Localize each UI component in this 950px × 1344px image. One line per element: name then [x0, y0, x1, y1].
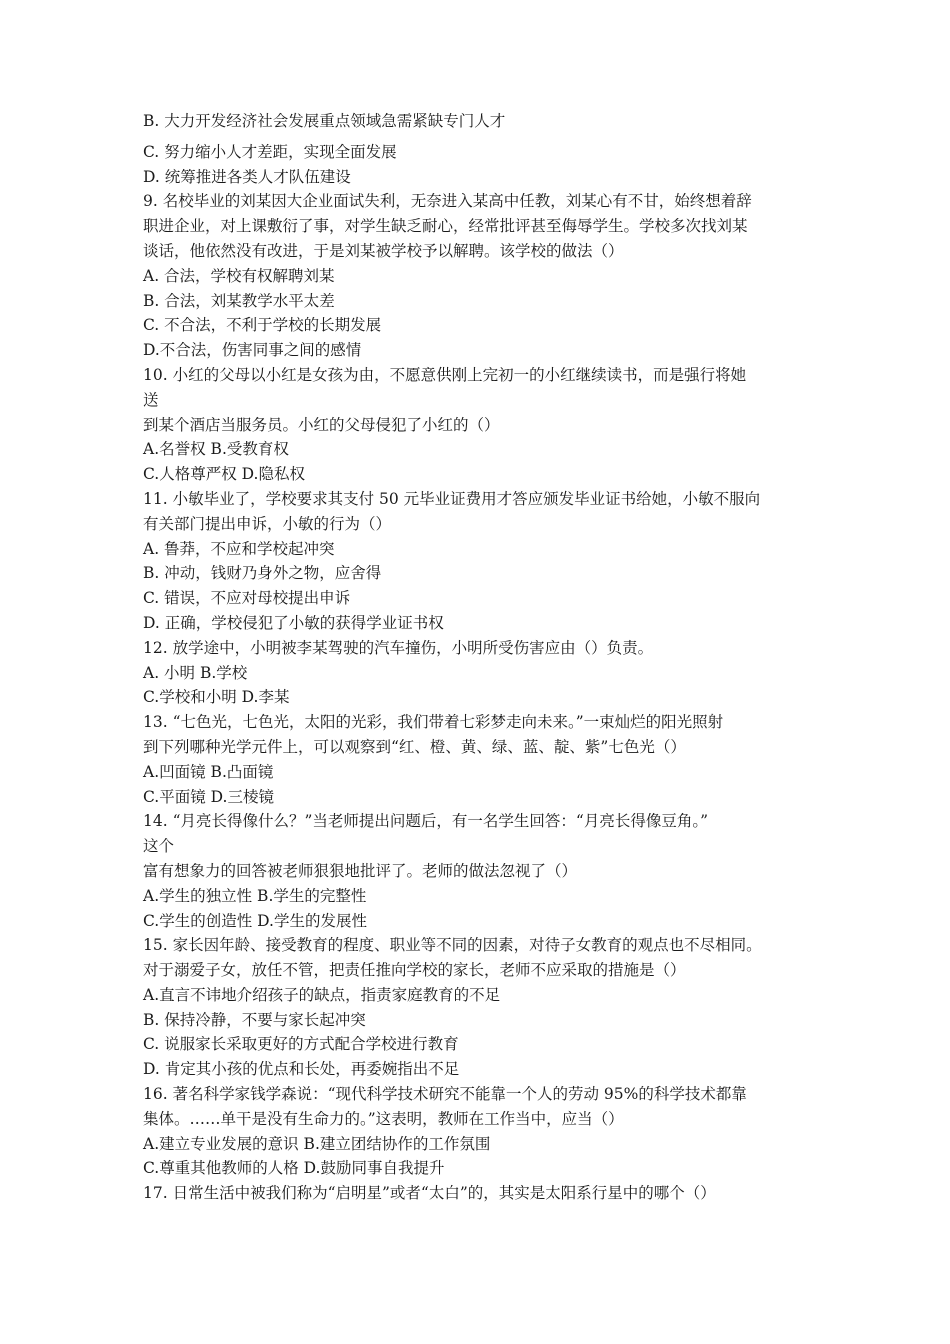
option-line: B. 保持冷静，不要与家长起冲突 — [143, 1010, 366, 1029]
question-17-stem: 17. 日常生活中被我们称为“启明星”或者“太白”的，其实是太阳系行星中的哪个（） — [143, 1184, 716, 1203]
question-15-stem: 15. 家长因年龄、接受教育的程度、职业等不同的因素，对待子女教育的观点也不尽相同。 — [143, 936, 762, 955]
question-9-stem: 谈话，他依然没有改进，于是刘某被学校予以解聘。该学校的做法（） — [143, 241, 624, 260]
question-10-stem: 送 — [143, 390, 159, 409]
option-line: A.凹面镜 B.凸面镜 — [143, 762, 274, 781]
question-10-stem: 到某个酒店当服务员。小红的父母侵犯了小红的（） — [143, 415, 500, 434]
option-line: B. 合法，刘某教学水平太差 — [143, 291, 335, 310]
option-line: A. 鲁莽，不应和学校起冲突 — [143, 539, 335, 558]
question-9-stem: 职进企业，对上课敷衍了事，对学生缺乏耐心，经常批评甚至侮辱学生。学校多次找刘某 — [143, 217, 748, 236]
option-line: D. 统筹推进各类人才队伍建设 — [143, 167, 351, 186]
option-line: B. 冲动，钱财乃身外之物，应舍得 — [143, 564, 382, 583]
question-10-stem: 10. 小红的父母以小红是女孩为由，不愿意供刚上完初一的小红继续读书，而是强行将她 — [143, 365, 747, 384]
option-line: C.尊重其他教师的人格 D.鼓励同事自我提升 — [143, 1159, 445, 1178]
question-15-stem: 对于溺爱子女，放任不管，把责任推向学校的家长，老师不应采取的措施是（） — [143, 961, 686, 980]
option-line: D.不合法，伤害同事之间的感情 — [143, 341, 362, 360]
option-line: B. 大力开发经济社会发展重点领域急需紧缺专门人才 — [143, 112, 506, 130]
question-14-stem: 富有想象力的回答被老师狠狠地批评了。老师的做法忽视了（） — [143, 861, 578, 880]
option-line: A. 合法，学校有权解聘刘某 — [143, 266, 335, 285]
option-line: C. 不合法，不利于学校的长期发展 — [143, 316, 382, 335]
option-line: D. 肯定其小孩的优点和长处，再委婉指出不足 — [143, 1060, 460, 1079]
option-line: D. 正确，学校侵犯了小敏的获得学业证书权 — [143, 613, 444, 632]
question-14-stem: 这个 — [143, 837, 175, 856]
option-line: C. 错误，不应对母校提出申诉 — [143, 589, 351, 608]
option-line: A.学生的独立性 B.学生的完整性 — [143, 886, 367, 905]
option-line: C.人格尊严权 D.隐私权 — [143, 465, 305, 484]
option-line: C. 说服家长采取更好的方式配合学校进行教育 — [143, 1035, 459, 1054]
option-line: C.学校和小明 D.李某 — [143, 688, 290, 707]
question-9-stem: 9. 名校毕业的刘某因大企业面试失利，无奈进入某高中任教，刘某心有不甘，始终想着辞 — [143, 192, 752, 211]
option-line: A.直言不讳地介绍孩子的缺点，指责家庭教育的不足 — [143, 985, 501, 1004]
question-13-stem: 13. “七色光，七色光，太阳的光彩，我们带着七彩梦走向未来。”一束灿烂的阳光照射 — [143, 713, 724, 732]
option-line: C. 努力缩小人才差距，实现全面发展 — [143, 142, 397, 161]
option-line: A.建立专业发展的意识 B.建立团结协作的工作氛围 — [143, 1134, 491, 1153]
question-12-stem: 12. 放学途中，小明被李某驾驶的汽车撞伤，小明所受伤害应由（）负责。 — [143, 638, 654, 657]
option-line: C.平面镜 D.三棱镜 — [143, 787, 274, 806]
document-page — [143, 109, 813, 1206]
question-11-stem: 有关部门提出申诉，小敏的行为（） — [143, 514, 392, 533]
question-16-stem: 16. 著名科学家钱学森说：“现代科学技术研究不能靠一个人的劳动 95%的科学技术都靠 — [143, 1085, 747, 1104]
question-11-stem: 11. 小敏毕业了，学校要求其支付 50 元毕业证费用才答应颁发毕业证书给她，小敏不服向 — [143, 489, 761, 508]
option-line: C.学生的创造性 D.学生的发展性 — [143, 911, 367, 930]
option-line: A.名誉权 B.受教育权 — [143, 440, 289, 459]
question-14-stem: 14. “月亮长得像什么？”当老师提出问题后，有一名学生回答：“月亮长得像豆角。” — [143, 812, 709, 831]
option-line: A. 小明 B.学校 — [143, 663, 248, 682]
question-13-stem: 到下列哪种光学元件上，可以观察到“红、橙、黄、绿、蓝、靛、紫”七色光（） — [143, 737, 686, 756]
question-16-stem: 集体。……单干是没有生命力的。”这表明，教师在工作当中，应当（） — [143, 1109, 624, 1128]
